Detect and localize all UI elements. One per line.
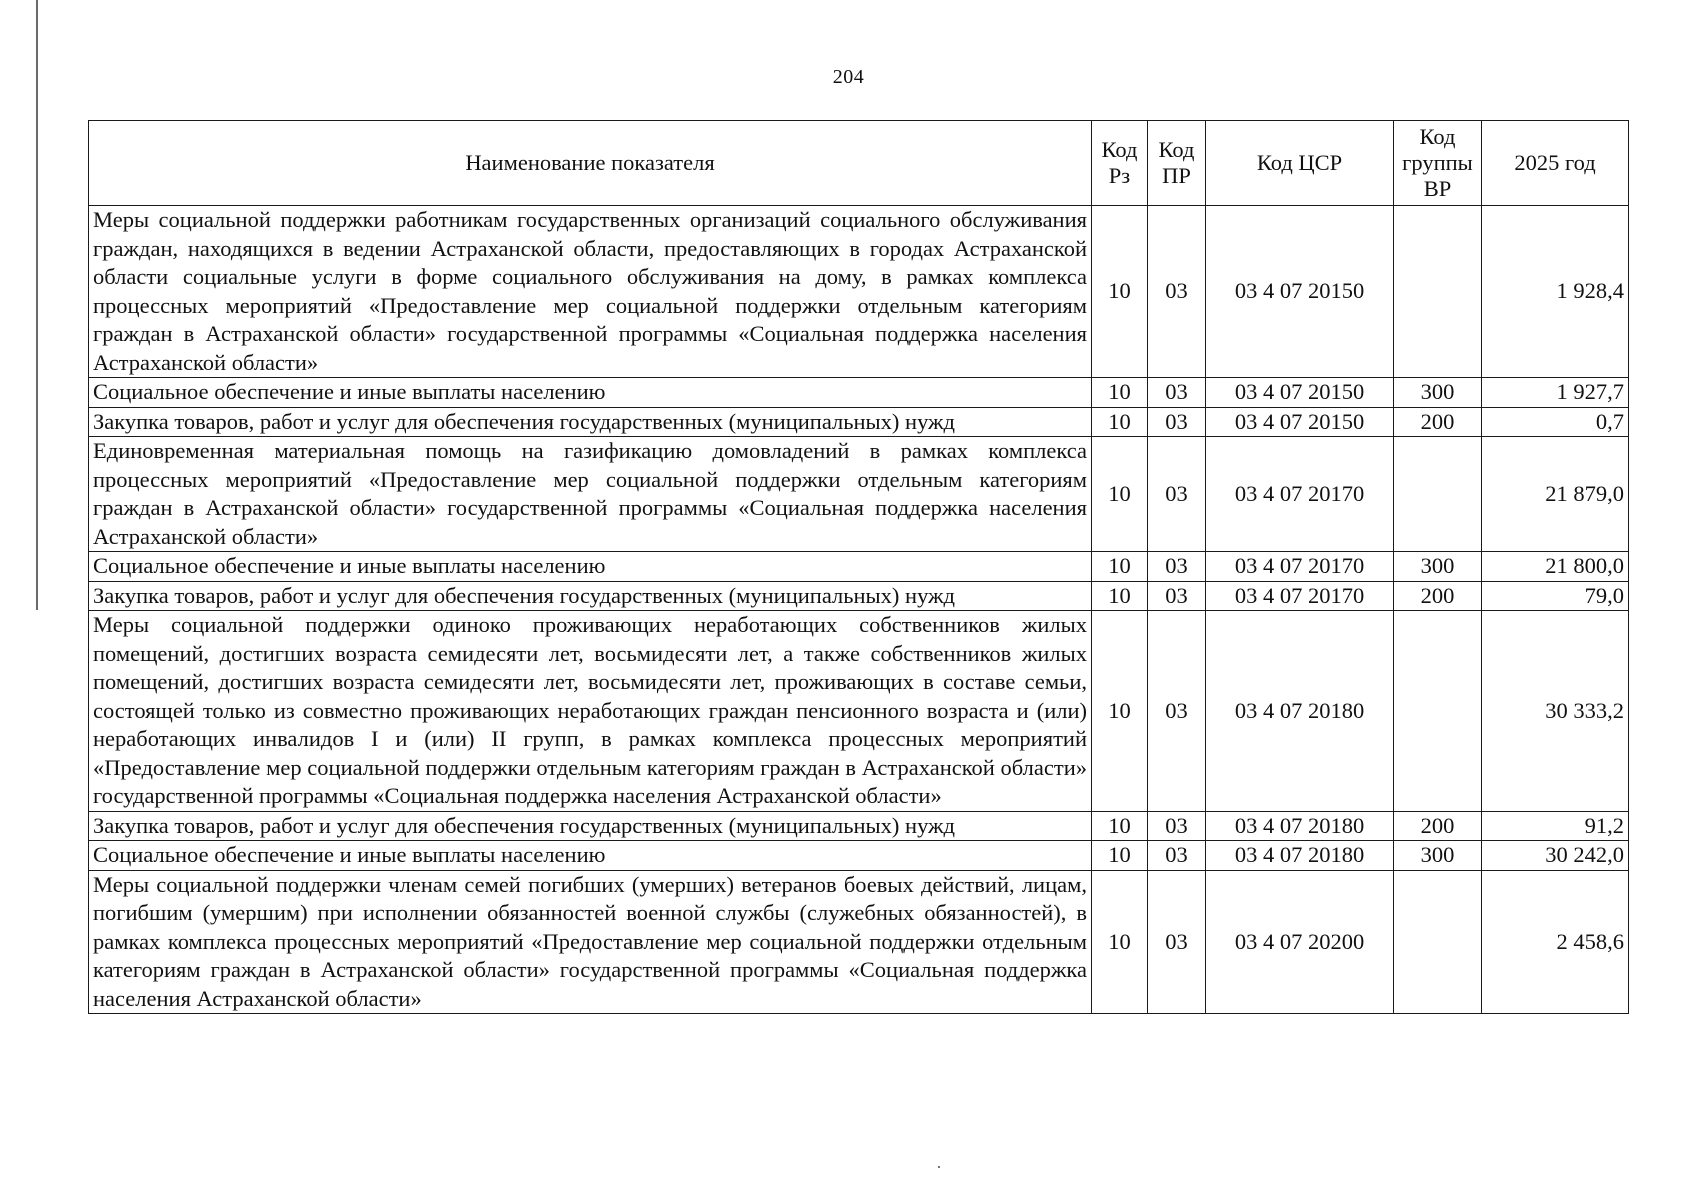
row-csr: 03 4 07 20150 (1206, 378, 1394, 408)
row-vr (1394, 870, 1482, 1014)
table-row (89, 870, 1629, 1014)
row-csr: 03 4 07 20150 (1206, 206, 1394, 378)
header-pr-line1: Код (1158, 137, 1195, 162)
header-csr (1206, 121, 1394, 206)
row-name: Закупка товаров, работ и услуг для обеспечения государственных (муниципальных) нужд (89, 811, 1092, 841)
row-value: 30 242,0 (1482, 841, 1629, 871)
row-value: 1 927,7 (1482, 378, 1629, 408)
table-row (89, 811, 1629, 841)
row-csr: 03 4 07 20180 (1206, 841, 1394, 871)
row-csr: 03 4 07 20200 (1206, 870, 1394, 1014)
header-csr-label: Код ЦСР (1256, 150, 1343, 175)
table-row (89, 552, 1629, 582)
row-rz: 10 (1092, 206, 1148, 378)
row-rz: 10 (1092, 870, 1148, 1014)
table-row (89, 581, 1629, 611)
row-name: Социальное обеспечение и иные выплаты населению (89, 841, 1092, 871)
row-vr: 200 (1394, 407, 1482, 437)
header-vr-line3: ВР (1423, 176, 1452, 201)
row-vr (1394, 437, 1482, 552)
row-value: 21 800,0 (1482, 552, 1629, 582)
row-csr: 03 4 07 20180 (1206, 811, 1394, 841)
row-vr (1394, 611, 1482, 812)
row-vr: 300 (1394, 841, 1482, 871)
header-year-label: 2025 год (1514, 150, 1596, 175)
header-name (89, 121, 1092, 206)
row-vr (1394, 206, 1482, 378)
row-rz: 10 (1092, 437, 1148, 552)
row-name: Закупка товаров, работ и услуг для обеспечения государственных (муниципальных) нужд (89, 407, 1092, 437)
row-csr: 03 4 07 20180 (1206, 611, 1394, 812)
row-pr: 03 (1148, 552, 1206, 582)
row-value: 0,7 (1482, 407, 1629, 437)
row-pr: 03 (1148, 407, 1206, 437)
row-name: Социальное обеспечение и иные выплаты населению (89, 552, 1092, 582)
row-rz: 10 (1092, 581, 1148, 611)
row-rz: 10 (1092, 407, 1148, 437)
header-pr-line2: ПР (1162, 163, 1191, 188)
row-rz: 10 (1092, 378, 1148, 408)
row-pr: 03 (1148, 581, 1206, 611)
row-pr: 03 (1148, 841, 1206, 871)
row-pr: 03 (1148, 206, 1206, 378)
table-header-row (89, 121, 1629, 206)
header-name-label: Наименование показателя (465, 150, 715, 175)
row-pr: 03 (1148, 378, 1206, 408)
header-rz-line2: Рз (1108, 163, 1131, 188)
header-pr (1148, 121, 1206, 206)
table-row (89, 437, 1629, 552)
row-csr: 03 4 07 20170 (1206, 437, 1394, 552)
header-rz (1092, 121, 1148, 206)
row-value: 21 879,0 (1482, 437, 1629, 552)
row-rz: 10 (1092, 552, 1148, 582)
row-csr: 03 4 07 20170 (1206, 581, 1394, 611)
row-rz: 10 (1092, 611, 1148, 812)
row-vr: 300 (1394, 378, 1482, 408)
scan-speck (938, 1166, 940, 1168)
row-csr: 03 4 07 20170 (1206, 552, 1394, 582)
table-row (89, 407, 1629, 437)
row-pr: 03 (1148, 611, 1206, 812)
row-name: Социальное обеспечение и иные выплаты населению (89, 378, 1092, 408)
row-name: Закупка товаров, работ и услуг для обеспечения государственных (муниципальных) нужд (89, 581, 1092, 611)
row-rz: 10 (1092, 841, 1148, 871)
header-vr-line2: группы (1402, 150, 1473, 175)
header-vr-line1: Код (1419, 124, 1456, 149)
row-name: Единовременная материальная помощь на газификацию домовладений в рамках комплекса процессных мероприятий «Предоставление мер социальной поддержки отдельным категориям граждан в Астраханской области» государственной программы «Социальная поддержка населения Астраханской области» (89, 437, 1092, 552)
row-value: 30 333,2 (1482, 611, 1629, 812)
row-vr: 300 (1394, 552, 1482, 582)
table-row (89, 611, 1629, 812)
row-value: 91,2 (1482, 811, 1629, 841)
table-row (89, 206, 1629, 378)
row-pr: 03 (1148, 870, 1206, 1014)
row-rz: 10 (1092, 811, 1148, 841)
table-row (89, 378, 1629, 408)
header-year (1482, 121, 1629, 206)
budget-table (88, 120, 1629, 1014)
row-vr: 200 (1394, 811, 1482, 841)
row-vr: 200 (1394, 581, 1482, 611)
header-vr (1394, 121, 1482, 206)
row-pr: 03 (1148, 437, 1206, 552)
row-name: Меры социальной поддержки работникам государственных организаций социального обслуживания граждан, находящихся в ведении Астраханской области, предоставляющих в городах Астраханской области социальные услуги в форме социального обслуживания на дому, в рамках комплекса процессных мероприятий «Предоставление мер социальной поддержки отдельным категориям граждан в Астраханской области» государственной программы «Социальная поддержка населения Астраханской области» (89, 206, 1092, 378)
row-name: Меры социальной поддержки членам семей погибших (умерших) ветеранов боевых действий, лицам, погибшим (умершим) при исполнении обязанностей военной службы (служебных обязанностей), в рамках комплекса процессных мероприятий «Предоставление мер социальной поддержки отдельным категориям граждан в Астраханской области» государственной программы «Социальная поддержка населения Астраханской области» (89, 870, 1092, 1014)
row-value: 1 928,4 (1482, 206, 1629, 378)
row-csr: 03 4 07 20150 (1206, 407, 1394, 437)
row-value: 79,0 (1482, 581, 1629, 611)
page-number: 204 (832, 66, 865, 88)
table-row (89, 841, 1629, 871)
row-pr: 03 (1148, 811, 1206, 841)
scan-edge-rule (36, 0, 38, 610)
header-rz-line1: Код (1101, 137, 1138, 162)
row-value: 2 458,6 (1482, 870, 1629, 1014)
row-name: Меры социальной поддержки одиноко проживающих неработающих собственников жилых помещений, достигших возраста семидесяти лет, восьмидесяти лет, а также собственников жилых помещений, достигших возраста семидесяти лет, восьмидесяти лет, проживающих в составе семьи, состоящей только из совместно проживающих неработающих граждан пенсионного возраста и (или) неработающих инвалидов I и (или) II групп, в рамках комплекса процессных мероприятий «Предоставление мер социальной поддержки отдельным категориям граждан в Астраханской области» государственной программы «Социальная поддержка населения Астраханской области» (89, 611, 1092, 812)
